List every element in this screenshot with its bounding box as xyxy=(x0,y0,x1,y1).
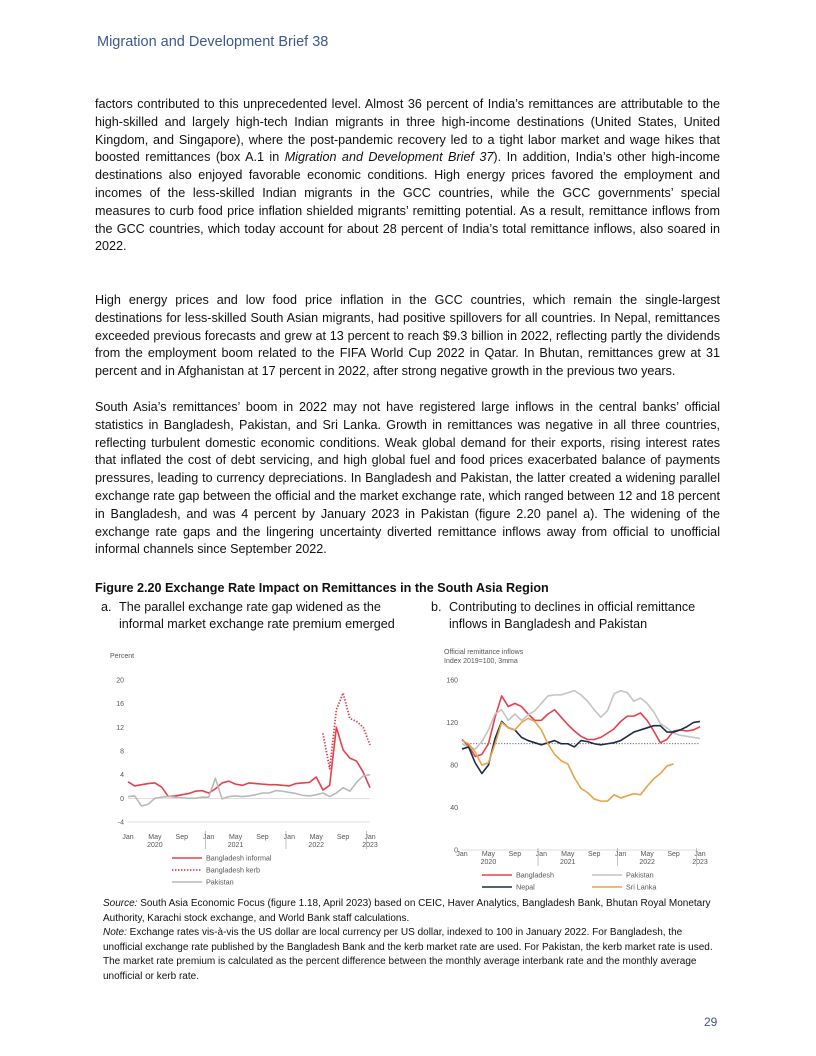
legend-label: Bangladesh informal xyxy=(206,853,272,863)
x-month-label: Jan xyxy=(615,851,627,858)
y-tick-label: 160 xyxy=(446,677,458,685)
x-month-label: May xyxy=(148,834,162,841)
x-month-label: Jan xyxy=(122,834,134,841)
y-tick-label: 4 xyxy=(120,772,124,780)
x-month-label: Sep xyxy=(587,851,601,858)
legend-label: Nepal xyxy=(516,882,535,892)
chart-ylabel: Official remittance inflows xyxy=(444,649,524,656)
x-year-label: 2020 xyxy=(147,842,163,849)
panel-a-caption: a. The parallel exchange rate gap widened as the informal market exchange rate premium emerged xyxy=(101,600,395,631)
x-year-label: 2022 xyxy=(308,842,325,849)
y-tick-label: 0 xyxy=(120,795,124,803)
legend-label: Sri Lanka xyxy=(626,882,657,892)
x-month-label: Jan xyxy=(535,851,547,858)
x-month-label: Sep xyxy=(508,851,522,858)
page-number: 29 xyxy=(704,1015,718,1029)
y-tick-label: 80 xyxy=(450,762,458,770)
x-month-label: Sep xyxy=(256,834,269,841)
y-tick-label: 120 xyxy=(446,720,458,727)
y-tick-label: 20 xyxy=(116,677,124,685)
x-month-label: Sep xyxy=(336,834,350,841)
x-month-label: Sep xyxy=(667,851,680,858)
body-paragraph-2: High energy prices and low food price inflation in the GCC countries, which remain the single-largest destinations for less-skilled South Asian migrants, had positive spillovers for all countries. In Nepal, remittances exceeded previous forecasts and grew at 13 percent to reach $9.3 billion in 2022, reflecting partly the dividends from the employment boom related to the FIFA World Cup 2022 in Qatar. In Bhutan, remittances grew at 31 percent and in Afghanistan at 17 percent in 2022, after strong negative growth in the previous two years. xyxy=(95,293,720,379)
figure-notes xyxy=(103,897,718,984)
series-line-bangladesh-kerb xyxy=(323,693,370,769)
y-tick-label: -4 xyxy=(117,819,124,827)
x-month-label: Jan xyxy=(694,851,706,858)
y-tick-label: 40 xyxy=(450,805,458,812)
x-year-label: 2023 xyxy=(692,859,708,866)
x-month-label: May xyxy=(561,851,575,858)
x-month-label: May xyxy=(640,851,654,858)
x-month-label: May xyxy=(309,834,323,841)
body-paragraph-3: South Asia’s remittances’ boom in 2022 may not have registered large inflows in the central banks’ official statistics in Bangladesh, Pakistan, and Sri Lanka. Growth in remittances was negative in all three countries, reflecting turbulent domestic economic conditions. Weak global demand for their exports, rising interest rates that inflated the cost of debt servicing, and high global fuel and food prices exacerbated balance of payments pressures, leading to currency depreciations. In Bangladesh and Pakistan, the latter created a widening parallel exchange rate gap between the official and the market exchange rate, which ranged between 12 and 18 percent in Bangladesh, and was 4 percent by January 2023 in Pakistan (figure 2.20 panel a). The widening of the exchange rate gaps and the lingering uncertainty diverted remittance inflows away from official to unofficial informal channels since September 2022. xyxy=(95,400,720,557)
y-tick-label: 8 xyxy=(120,748,124,756)
legend-label: Bangladesh kerb xyxy=(206,865,260,875)
y-tick-label: 0 xyxy=(454,847,458,855)
chart-subtitle: Index 2019=100, 3mma xyxy=(444,658,518,665)
y-tick-label: 12 xyxy=(116,724,124,732)
x-year-label: 2020 xyxy=(480,859,497,866)
x-month-label: Sep xyxy=(175,834,189,841)
y-tick-label: 16 xyxy=(116,701,124,709)
note-text: Note: Exchange rates vis-à-vis the US dollar are local currency per US dollar, indexed to 100 in January 2022. For Bangladesh, the unofficial exchange rate published by the Bangladesh Bank and the kerb market rate are used. For Pakistan, the kerb market rate is used. The market rate premium is calculated as the percent difference between the monthly average interbank rate and the monthly average unofficial or kerb rate. xyxy=(103,927,713,982)
legend-label: Bangladesh xyxy=(516,870,554,880)
x-year-label: 2022 xyxy=(639,859,655,866)
series-line-sri-lanka xyxy=(462,718,674,801)
x-year-label: 2021 xyxy=(559,859,576,866)
series-line-bangladesh-informal xyxy=(128,727,370,796)
chart-ylabel: Percent xyxy=(110,653,135,660)
running-header: Migration and Development Brief 38 xyxy=(97,34,329,50)
x-month-label: May xyxy=(481,851,496,858)
x-month-label: May xyxy=(228,834,243,841)
x-month-label: Jan xyxy=(364,834,376,841)
x-month-label: Jan xyxy=(456,851,468,858)
x-year-label: 2021 xyxy=(227,842,244,849)
x-month-label: Jan xyxy=(203,834,215,841)
panel-b-caption: b. Contributing to declines in official remittance inflows in Bangladesh and Pakistan xyxy=(431,600,696,631)
chart-a xyxy=(100,650,400,898)
legend-label: Pakistan xyxy=(206,877,234,887)
x-month-label: Jan xyxy=(283,834,295,841)
legend-label: Pakistan xyxy=(626,870,654,880)
x-year-label: 2023 xyxy=(362,842,378,849)
chart-b xyxy=(420,645,720,898)
figure-title: Figure 2.20 Exchange Rate Impact on Remittances in the South Asia Region xyxy=(95,581,549,595)
source-note: Source: South Asia Economic Focus (figure 1.18, April 2023) based on CEIC, Haver Analytics, Bangladesh Bank, Bhutan Royal Monetary Authority, Karachi stock exchange, and World Bank staff calculations. xyxy=(103,898,711,924)
series-line-nepal xyxy=(462,721,700,773)
body-paragraph-1: factors contributed to this unprecedented level. Almost 36 percent of India’s remittances are attributable to the high-skilled and largely high-tech Indian migrants in three high-income destinations (United States, United Kingdom, and Singapore), where the post-pandemic recovery led to a tight labor market and wage hikes that boosted remittances (box A.1 in Migration and Development Brief 37). In addition, India’s other high-income destinations also enjoyed favorable economic conditions. High energy prices favored the employment and incomes of the less-skilled Indian migrants in the GCC countries, while the GCC governments’ special measures to curb food price inflation shielded migrants’ remitting potential. As a result, remittance inflows from the GCC countries, which today account for about 28 percent of India’s total remittance inflows, also soared in 2022. xyxy=(95,97,720,254)
